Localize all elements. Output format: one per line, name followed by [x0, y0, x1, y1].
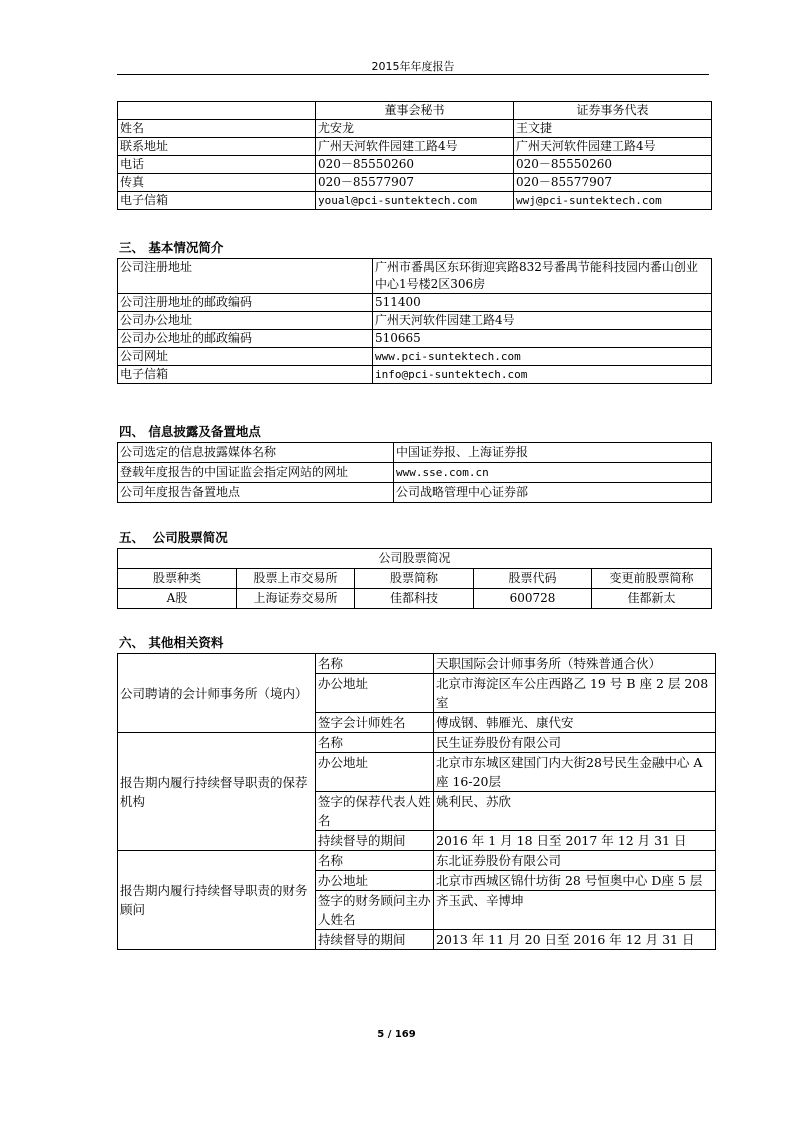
- table-cell: 2016 年 1 月 18 日至 2017 年 12 月 31 日: [434, 831, 716, 851]
- table-row: [118, 120, 712, 138]
- other-info-table: [117, 653, 716, 950]
- table-row: [118, 733, 716, 753]
- table-row: [118, 192, 712, 210]
- table-cell: 020－85550260: [316, 156, 514, 174]
- table-cell: 中国证券报、上海证券报: [394, 443, 712, 463]
- table-cell: 2013 年 11 月 20 日至 2016 年 12 月 31 日: [434, 930, 716, 950]
- table-cell: 北京市海淀区车公庄西路乙 19 号 B 座 2 层 208 室: [434, 674, 716, 713]
- table-row: [118, 174, 712, 192]
- group-label: 报告期内履行持续督导职责的保荐机构: [118, 733, 316, 851]
- table-row: [118, 483, 712, 503]
- table-row: [118, 348, 712, 366]
- row-label: 持续督导的期间: [316, 831, 434, 851]
- row-label: 公司办公地址: [118, 312, 373, 330]
- email-link[interactable]: info@pci-suntektech.com: [373, 366, 712, 384]
- table-row: [118, 312, 712, 330]
- section-title: 五、 公司股票简况: [119, 530, 228, 545]
- table-cell: 020－85577907: [514, 174, 712, 192]
- table-cell: 511400: [373, 294, 712, 312]
- row-label: 办公地址: [316, 753, 434, 792]
- disclosure-table: [117, 442, 712, 503]
- table-cell: 广州天河软件园建工路4号: [514, 138, 712, 156]
- group-label: 报告期内履行持续督导职责的财务顾问: [118, 851, 316, 950]
- table-cell: 北京市东城区建国门内大街28号民生金融中心 A座 16-20层: [434, 753, 716, 792]
- row-label: 电子信箱: [118, 192, 316, 210]
- row-label: 公司年度报告备置地点: [118, 483, 394, 503]
- table-cell: 020－85550260: [514, 156, 712, 174]
- table-cell: 东北证券股份有限公司: [434, 851, 716, 871]
- table-cell: 上海证券交易所: [237, 589, 355, 609]
- table-cell: 北京市西城区锦什坊街 28 号恒奥中心 D座 5 层: [434, 871, 716, 891]
- table-header-row: [118, 102, 712, 120]
- table-row: [118, 330, 712, 348]
- row-label: 签字会计师姓名: [316, 713, 434, 733]
- table-cell: [118, 102, 316, 120]
- table-cell: 020－85577907: [316, 174, 514, 192]
- table-row: [118, 589, 712, 609]
- table-cell: 民生证券股份有限公司: [434, 733, 716, 753]
- table-cell: 公司战略管理中心证券部: [394, 483, 712, 503]
- table-cell: 王文捷: [514, 120, 712, 138]
- row-label: 公司网址: [118, 348, 373, 366]
- table-cell: 姚利民、苏欣: [434, 792, 716, 831]
- section-title: 三、 基本情况简介: [119, 240, 224, 255]
- row-label: 办公地址: [316, 674, 434, 713]
- table-title: 公司股票简况: [118, 549, 712, 569]
- row-label: 电子信箱: [118, 366, 373, 384]
- table-cell: 510665: [373, 330, 712, 348]
- table-cell: A股: [118, 589, 237, 609]
- table-row: [118, 463, 712, 483]
- column-header: 股票简称: [355, 569, 474, 589]
- table-row: [118, 366, 712, 384]
- row-label: 名称: [316, 654, 434, 674]
- row-label: 姓名: [118, 120, 316, 138]
- row-label: 联系地址: [118, 138, 316, 156]
- row-label: 公司办公地址的邮政编码: [118, 330, 373, 348]
- section-title: 四、 信息披露及备置地点: [119, 424, 261, 439]
- email-link[interactable]: youal@pci-suntektech.com: [316, 192, 514, 210]
- website-link[interactable]: www.pci-suntektech.com: [373, 348, 712, 366]
- column-header: 证券事务代表: [514, 102, 712, 120]
- row-label: 公司注册地址的邮政编码: [118, 294, 373, 312]
- table-cell: 600728: [474, 589, 592, 609]
- row-label: 办公地址: [316, 871, 434, 891]
- secretary-table: [117, 101, 712, 210]
- table-cell: 广州市番禺区东环街迎宾路832号番禺节能科技园内番山创业中心1号楼2区306房: [373, 259, 712, 294]
- row-label: 持续督导的期间: [316, 930, 434, 950]
- table-row: [118, 138, 712, 156]
- table-row: [118, 851, 716, 871]
- email-link[interactable]: wwj@pci-suntektech.com: [514, 192, 712, 210]
- column-header: 股票代码: [474, 569, 592, 589]
- table-row: [118, 294, 712, 312]
- column-header: 变更前股票简称: [592, 569, 712, 589]
- page-number: 5 / 169: [377, 1029, 416, 1040]
- column-header: 董事会秘书: [316, 102, 514, 120]
- row-label: 名称: [316, 851, 434, 871]
- row-label: 签字的财务顾问主办人姓名: [316, 891, 434, 930]
- row-label: 名称: [316, 733, 434, 753]
- row-label: 电话: [118, 156, 316, 174]
- table-cell: 齐玉武、辛博坤: [434, 891, 716, 930]
- row-label: 签字的保荐代表人姓名: [316, 792, 434, 831]
- section-title: 六、 其他相关资料: [119, 635, 224, 650]
- row-label: 登载年度报告的中国证监会指定网站的网址: [118, 463, 394, 483]
- column-header: 股票种类: [118, 569, 237, 589]
- table-row: [118, 259, 712, 294]
- table-cell: 佳都新太: [592, 589, 712, 609]
- table-row: [118, 654, 716, 674]
- row-label: 公司选定的信息披露媒体名称: [118, 443, 394, 463]
- table-cell: 佳都科技: [355, 589, 474, 609]
- table-cell: 广州天河软件园建工路4号: [316, 138, 514, 156]
- table-cell: 尤安龙: [316, 120, 514, 138]
- table-cell: 天职国际会计师事务所（特殊普通合伙）: [434, 654, 716, 674]
- group-label: 公司聘请的会计师事务所（境内）: [118, 654, 316, 733]
- row-label: 传真: [118, 174, 316, 192]
- table-row: [118, 443, 712, 463]
- page-header: 2015年年度报告: [371, 60, 455, 73]
- column-header: 股票上市交易所: [237, 569, 355, 589]
- table-row: [118, 156, 712, 174]
- basic-info-table: [117, 258, 712, 384]
- header-rule: [117, 74, 709, 75]
- table-cell: 广州天河软件园建工路4号: [373, 312, 712, 330]
- stock-table: [117, 548, 712, 609]
- row-label: 公司注册地址: [118, 259, 373, 294]
- table-header-row: [118, 569, 712, 589]
- website-link[interactable]: www.sse.com.cn: [394, 463, 712, 483]
- table-title-row: [118, 549, 712, 569]
- table-cell: 傅成钢、韩雁光、康代安: [434, 713, 716, 733]
